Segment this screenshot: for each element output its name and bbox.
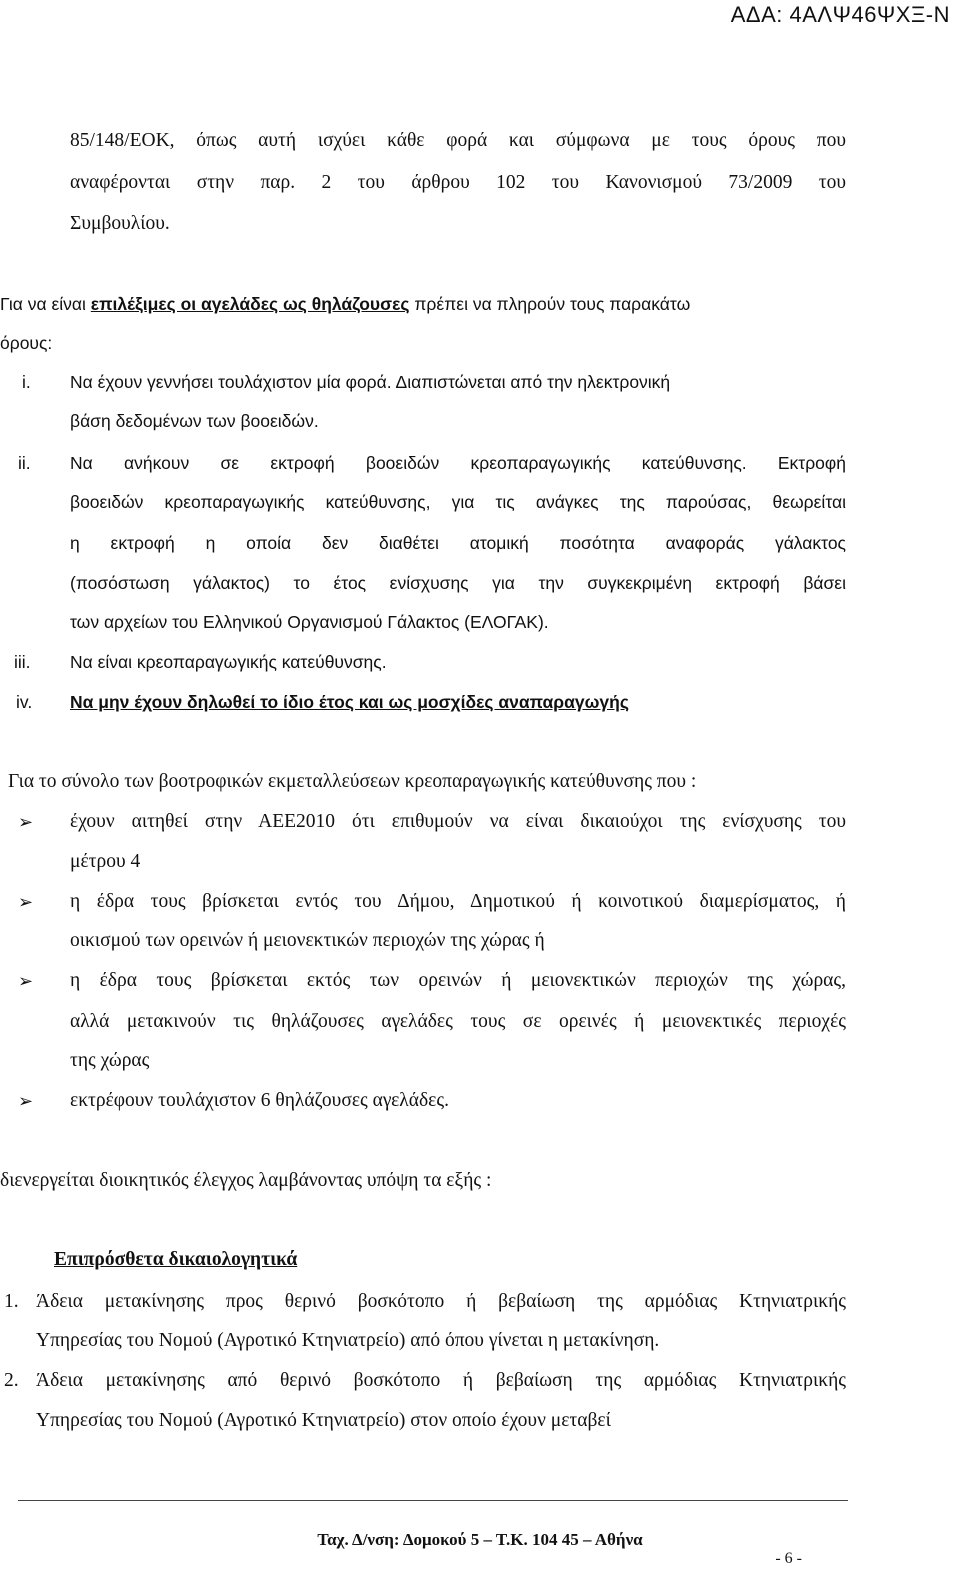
numbered-item-1-line-1: Άδεια μετακίνησης προς θερινό βοσκότοπο ή βεβαίωση της αρμόδιας Κτηνιατρικής	[36, 1291, 846, 1312]
footer-address: Ταχ. Δ/νση: Δομοκού 5 – Τ.Κ. 104 45 – Αθήνα	[317, 1530, 643, 1549]
numbered-item-2-num: 2.	[4, 1370, 19, 1391]
roman-number-i: i.	[22, 372, 31, 392]
page-number: - 6 -	[775, 1550, 802, 1567]
roman-number-ii: ii.	[18, 453, 31, 473]
intro-line-1: 85/148/ΕΟΚ, όπως αυτή ισχύει κάθε φορά και σύμφωνα με τους όρους που	[70, 130, 846, 151]
check-text: διενεργείται διοικητικός έλεγχος λαμβάνοντας υπόψη τα εξής :	[0, 1170, 492, 1191]
bullet-3-line-2: αλλά μετακινούν τις θηλάζουσες αγελάδες τους σε ορεινές ή μειονεκτικές περιοχές	[70, 1011, 846, 1032]
roman-item-iv-line-1: Να μην έχουν δηλωθεί το ίδιο έτος και ως μοσχίδες αναπαραγωγής	[70, 692, 629, 712]
numbered-item-2-line-2: Υπηρεσίας του Νομού (Αγροτικό Κτηνιατρείο) στον οποίο έχουν μεταβεί	[36, 1410, 611, 1431]
roman-item-ii-line-4: (ποσόστωση γάλακτος) το έτος ενίσχυσης για την συγκεκριμένη εκτροφή βάσει	[70, 573, 846, 593]
arrow-bullet-icon: ➢	[18, 1091, 34, 1112]
roman-item-ii-line-2: βοοειδών κρεοπαραγωγικής κατεύθυνσης, για τις ανάγκες της παρούσας, θεωρείται	[70, 492, 846, 512]
roman-item-iii-line-1: Να είναι κρεοπαραγωγικής κατεύθυνσης.	[70, 652, 387, 672]
bullet-3-line-1: η έδρα τους βρίσκεται εκτός των ορεινών ή μειονεκτικών περιοχών της χώρας,	[70, 970, 846, 991]
roman-number-iv: iv.	[16, 692, 33, 712]
roman-item-i-line-1: Να έχουν γεννήσει τουλάχιστον μία φορά. Διαπιστώνεται από την ηλεκτρονική	[70, 372, 671, 392]
roman-item-i-line-2: βάση δεδομένων των βοοειδών.	[70, 411, 319, 431]
bullet-3-line-3: της χώρας	[70, 1050, 150, 1071]
ada-code: ΑΔΑ: 4ΑΛΨ46ΨΧΞ-Ν	[730, 2, 950, 27]
bullet-1-line-2: μέτρου 4	[70, 851, 141, 872]
additional-heading: Επιπρόσθετα δικαιολογητικά	[54, 1249, 298, 1270]
eligibility-sentence: Για να είναι επιλέξιμες οι αγελάδες ως θηλάζουσες πρέπει να πληρούν τους παρακάτω	[0, 294, 691, 314]
numbered-item-2-line-1: Άδεια μετακίνησης από θερινό βοσκότοπο ή βεβαίωση της αρμόδιας Κτηνιατρικής	[36, 1370, 846, 1391]
eligibility-emphasis: επιλέξιμες οι αγελάδες ως θηλάζουσες	[90, 294, 410, 314]
roman-item-ii-line-3: η εκτροφή η οποία δεν διαθέτει ατομική ποσότητα αναφοράς γάλακτος	[70, 533, 846, 553]
intro-line-3: Συμβουλίου.	[70, 213, 170, 234]
bullet-1-line-1: έχουν αιτηθεί στην ΑΕΕ2010 ότι επιθυμούν να είναι δικαιούχοι της ενίσχυσης του	[70, 811, 846, 832]
bullet-2-line-1: η έδρα τους βρίσκεται εντός του Δήμου, Δημοτικού ή κοινοτικού διαμερίσματος, ή	[70, 891, 846, 912]
numbered-item-1-num: 1.	[4, 1291, 19, 1312]
roman-number-iii: iii.	[14, 652, 31, 672]
bullet-2-line-2: οικισμού των ορεινών ή μειονεκτικών περιοχών της χώρας ή	[70, 930, 545, 951]
numbered-item-1-line-2: Υπηρεσίας του Νομού (Αγροτικό Κτηνιατρείο) από όπου γίνεται η μετακίνηση.	[36, 1330, 660, 1351]
eligibility-line-2: όρους:	[0, 333, 53, 353]
arrow-bullet-icon: ➢	[18, 892, 34, 913]
holdings-intro: Για το σύνολο των βοοτροφικών εκμεταλλεύσεων κρεοπαραγωγικής κατεύθυνσης που :	[8, 771, 697, 792]
arrow-bullet-icon: ➢	[18, 812, 34, 833]
roman-item-ii-line-1: Να ανήκουν σε εκτροφή βοοειδών κρεοπαραγωγικής κατεύθυνσης. Εκτροφή	[70, 453, 846, 473]
bullet-4-line-1: εκτρέφουν τουλάχιστον 6 θηλάζουσες αγελάδες.	[70, 1090, 449, 1111]
intro-line-2: αναφέρονται στην παρ. 2 του άρθρου 102 του Κανονισμού 73/2009 του	[70, 172, 846, 193]
arrow-bullet-icon: ➢	[18, 971, 34, 992]
roman-item-ii-line-5: των αρχείων του Ελληνικού Οργανισμού Γάλακτος (ΕΛΟΓΑΚ).	[70, 612, 549, 632]
footer-divider	[18, 1500, 848, 1501]
